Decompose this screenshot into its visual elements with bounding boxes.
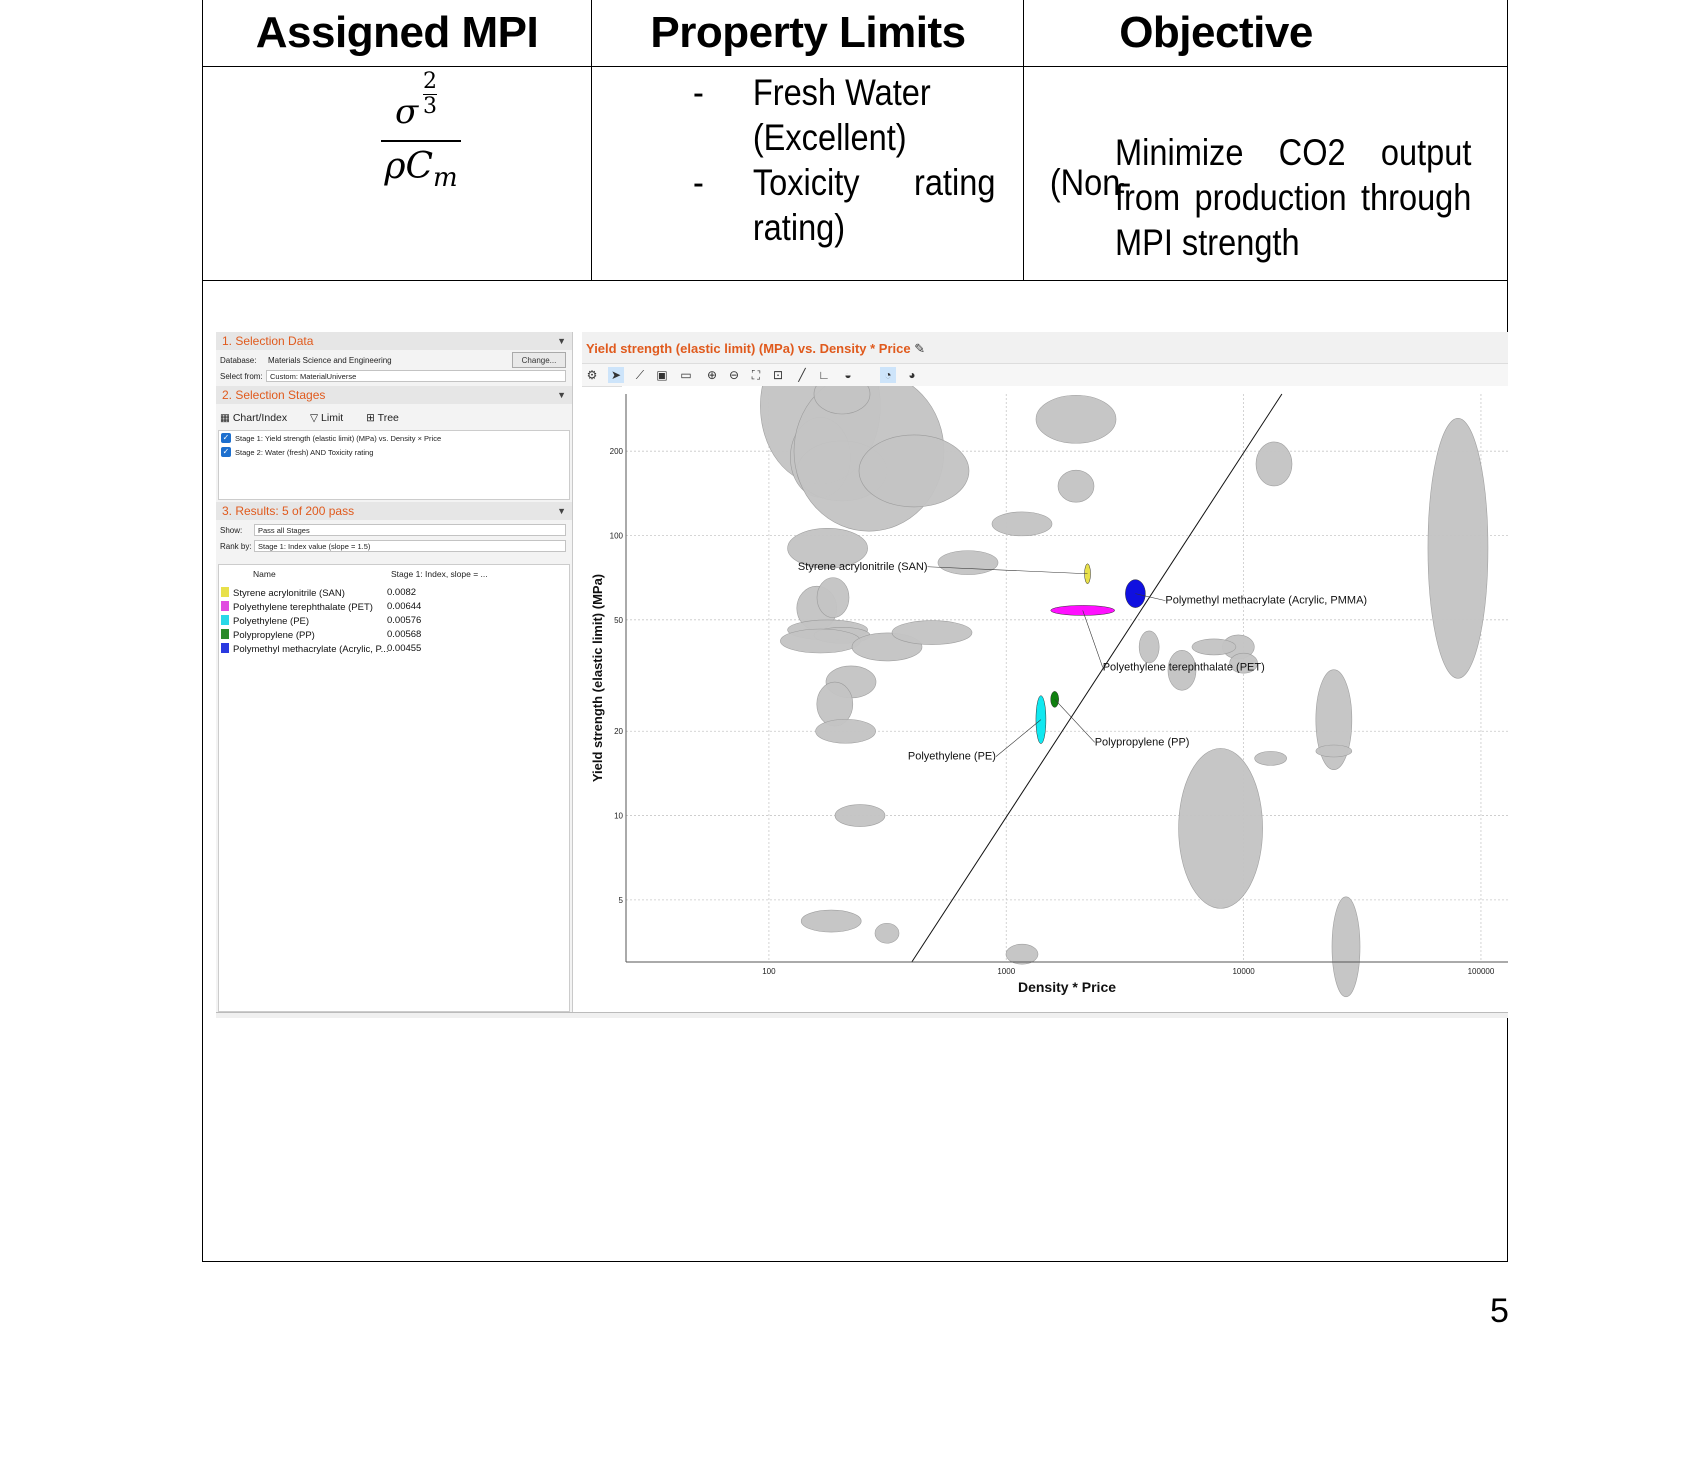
mpi-exp-den: 3 xyxy=(423,94,437,119)
material-bubble xyxy=(1179,748,1263,908)
material-bubble xyxy=(859,435,969,507)
y-tick-label: 10 xyxy=(614,811,623,821)
material-bubble xyxy=(801,910,861,932)
show-label: Show: xyxy=(220,526,243,535)
result-row[interactable]: Polyethylene terephthalate (PET) 0.00644 xyxy=(221,601,373,614)
mpi-subscript: m xyxy=(433,163,458,194)
zoom-out-icon[interactable]: ⊖ xyxy=(728,368,740,382)
property-limits-list xyxy=(693,70,1132,250)
chart-toolbar xyxy=(582,364,1508,387)
swatch-icon xyxy=(221,643,229,653)
material-bubble xyxy=(1192,639,1236,655)
x-tick-label: 100000 xyxy=(1467,967,1495,976)
stage-item[interactable]: ✓ Stage 1: Yield strength (elastic limit) (MPa) vs. Density × Price xyxy=(222,433,442,443)
rank-dropdown[interactable]: Stage 1: Index value (slope = 1.5) xyxy=(254,540,566,552)
select-from-dropdown[interactable]: Custom: MaterialUniverse xyxy=(266,370,566,382)
chart-title: Yield strength (elastic limit) (MPa) vs. Density * Price ✎ xyxy=(582,332,1508,364)
pointer-icon[interactable]: ➤ xyxy=(608,367,624,383)
show-dropdown[interactable]: Pass all Stages xyxy=(254,524,566,536)
tree-tab[interactable]: ⊞ Tree xyxy=(366,412,399,424)
section-selection-stages[interactable]: 2. Selection Stages ▼ xyxy=(216,386,572,404)
chart-index-tab[interactable]: ▦ Chart/Index xyxy=(220,412,288,424)
bubble-icon[interactable]: ◔ xyxy=(880,367,896,383)
mpi-formula xyxy=(381,70,461,193)
stage-tabs xyxy=(220,412,419,424)
material-bubble xyxy=(1316,745,1352,757)
y-axis-label: Yield strength (elastic limit) (MPa) xyxy=(590,573,605,783)
y-tick-label: 200 xyxy=(609,447,623,457)
settings-icon[interactable]: ⚙ xyxy=(586,368,598,382)
database-value: Materials Science and Engineering xyxy=(268,356,392,365)
section-selection-data[interactable]: 1. Selection Data ▼ xyxy=(216,332,572,350)
mpi-denominator: ρC xyxy=(384,146,434,187)
result-row[interactable]: Polymethyl methacrylate (Acrylic, P... 0.00455 xyxy=(221,643,389,656)
selection-panel xyxy=(216,332,573,1012)
material-bubble xyxy=(835,805,885,827)
granta-screenshot xyxy=(216,332,1508,1018)
limit-tab[interactable]: ▽ Limit xyxy=(310,412,344,424)
material-bubble xyxy=(938,551,998,575)
x-tick-label: 10000 xyxy=(1232,967,1255,976)
swatch-icon xyxy=(221,629,229,639)
mpi-exp-num: 2 xyxy=(423,69,437,94)
x-axis-label: Density * Price xyxy=(1017,979,1117,995)
draw-icon[interactable]: ⟋ xyxy=(635,368,645,382)
mpi-sigma: σ xyxy=(395,92,419,132)
fit-icon[interactable]: ⛶ xyxy=(751,368,761,382)
stage-item[interactable]: ✓ Stage 2: Water (fresh) AND Toxicity rating xyxy=(222,447,374,457)
highlight-label: Polyethylene terephthalate (PET) xyxy=(1102,661,1265,674)
material-bubble xyxy=(817,578,849,618)
line-icon[interactable]: ╱ xyxy=(798,368,806,382)
material-bubble xyxy=(816,719,876,743)
results-list xyxy=(218,564,570,1012)
x-tick-label: 100 xyxy=(762,967,776,976)
highlight-marker xyxy=(1051,605,1115,615)
swatch-icon xyxy=(221,587,229,597)
material-bubble xyxy=(1255,751,1287,765)
stage-list xyxy=(218,430,570,500)
section-results[interactable]: 3. Results: 5 of 200 pass ▼ xyxy=(216,502,572,520)
stage-icon[interactable]: ▭ xyxy=(680,368,692,382)
material-bubble xyxy=(892,621,972,645)
rank-label: Rank by: xyxy=(220,542,252,551)
text-icon[interactable]: ⊡ xyxy=(772,368,784,382)
result-row[interactable]: Polypropylene (PP) 0.00568 xyxy=(221,629,315,642)
highlight-label: Polymethyl methacrylate (Acrylic, PMMA) xyxy=(1165,594,1368,607)
y-tick-label: 5 xyxy=(618,895,623,905)
mpi-exponent xyxy=(422,70,438,119)
x-tick-label: 1000 xyxy=(997,967,1016,976)
limit-item: - Toxicity rating (Non- rating) xyxy=(693,162,1132,248)
material-bubble xyxy=(1139,631,1159,663)
header-property-limits: Property Limits xyxy=(650,8,966,57)
select-from-label: Select from: xyxy=(220,372,263,381)
swatch-icon xyxy=(221,601,229,611)
results-value-header[interactable]: Stage 1: Index, slope = ... xyxy=(391,569,488,579)
database-label: Database: xyxy=(220,356,257,365)
material-bubble xyxy=(1036,395,1116,443)
material-bubble xyxy=(780,629,860,653)
material-bubble xyxy=(1256,442,1292,486)
y-tick-label: 100 xyxy=(609,531,623,541)
header-assigned-mpi: Assigned MPI xyxy=(255,8,539,57)
material-bubble xyxy=(1006,944,1038,964)
zoom-in-icon[interactable]: ⊕ xyxy=(706,368,718,382)
y-tick-label: 20 xyxy=(614,727,623,737)
highlight-label: Polypropylene (PP) xyxy=(1094,736,1190,749)
material-bubble xyxy=(992,512,1052,536)
envelope-icon[interactable]: ◒ xyxy=(844,368,852,382)
highlight-label: Polyethylene (PE) xyxy=(907,750,996,763)
result-row[interactable]: Styrene acrylonitrile (SAN) 0.0082 xyxy=(221,587,345,600)
select-box-icon[interactable]: ▣ xyxy=(656,368,668,382)
y-tick-label: 50 xyxy=(614,615,623,625)
material-bubble xyxy=(1428,418,1488,678)
change-button[interactable]: Change... xyxy=(512,352,566,368)
header-objective: Objective xyxy=(1119,8,1313,57)
swatch-icon xyxy=(221,615,229,625)
limit-item: - Fresh Water (Excellent) xyxy=(693,72,931,158)
table-header-row xyxy=(203,0,1507,67)
curve-icon[interactable]: ∟ xyxy=(818,368,830,382)
material-bubble xyxy=(875,923,899,943)
checkbox-icon: ✓ xyxy=(222,447,230,456)
results-name-header[interactable]: Name xyxy=(253,569,276,579)
material-bubble xyxy=(1058,470,1094,502)
highlight-icon[interactable]: ◕ xyxy=(908,368,916,382)
objective-text: Minimize CO2 output from production through MPI strength xyxy=(1115,132,1472,263)
chart-plot xyxy=(582,386,1508,1012)
edit-icon: ✎ xyxy=(914,341,926,356)
material-bubble xyxy=(1332,897,1360,997)
status-bar xyxy=(216,1012,1508,1018)
page-number: 5 xyxy=(1490,1292,1509,1330)
highlight-label: Styrene acrylonitrile (SAN) xyxy=(797,560,928,573)
checkbox-icon: ✓ xyxy=(222,433,230,442)
result-row[interactable]: Polyethylene (PE) 0.00576 xyxy=(221,615,309,628)
